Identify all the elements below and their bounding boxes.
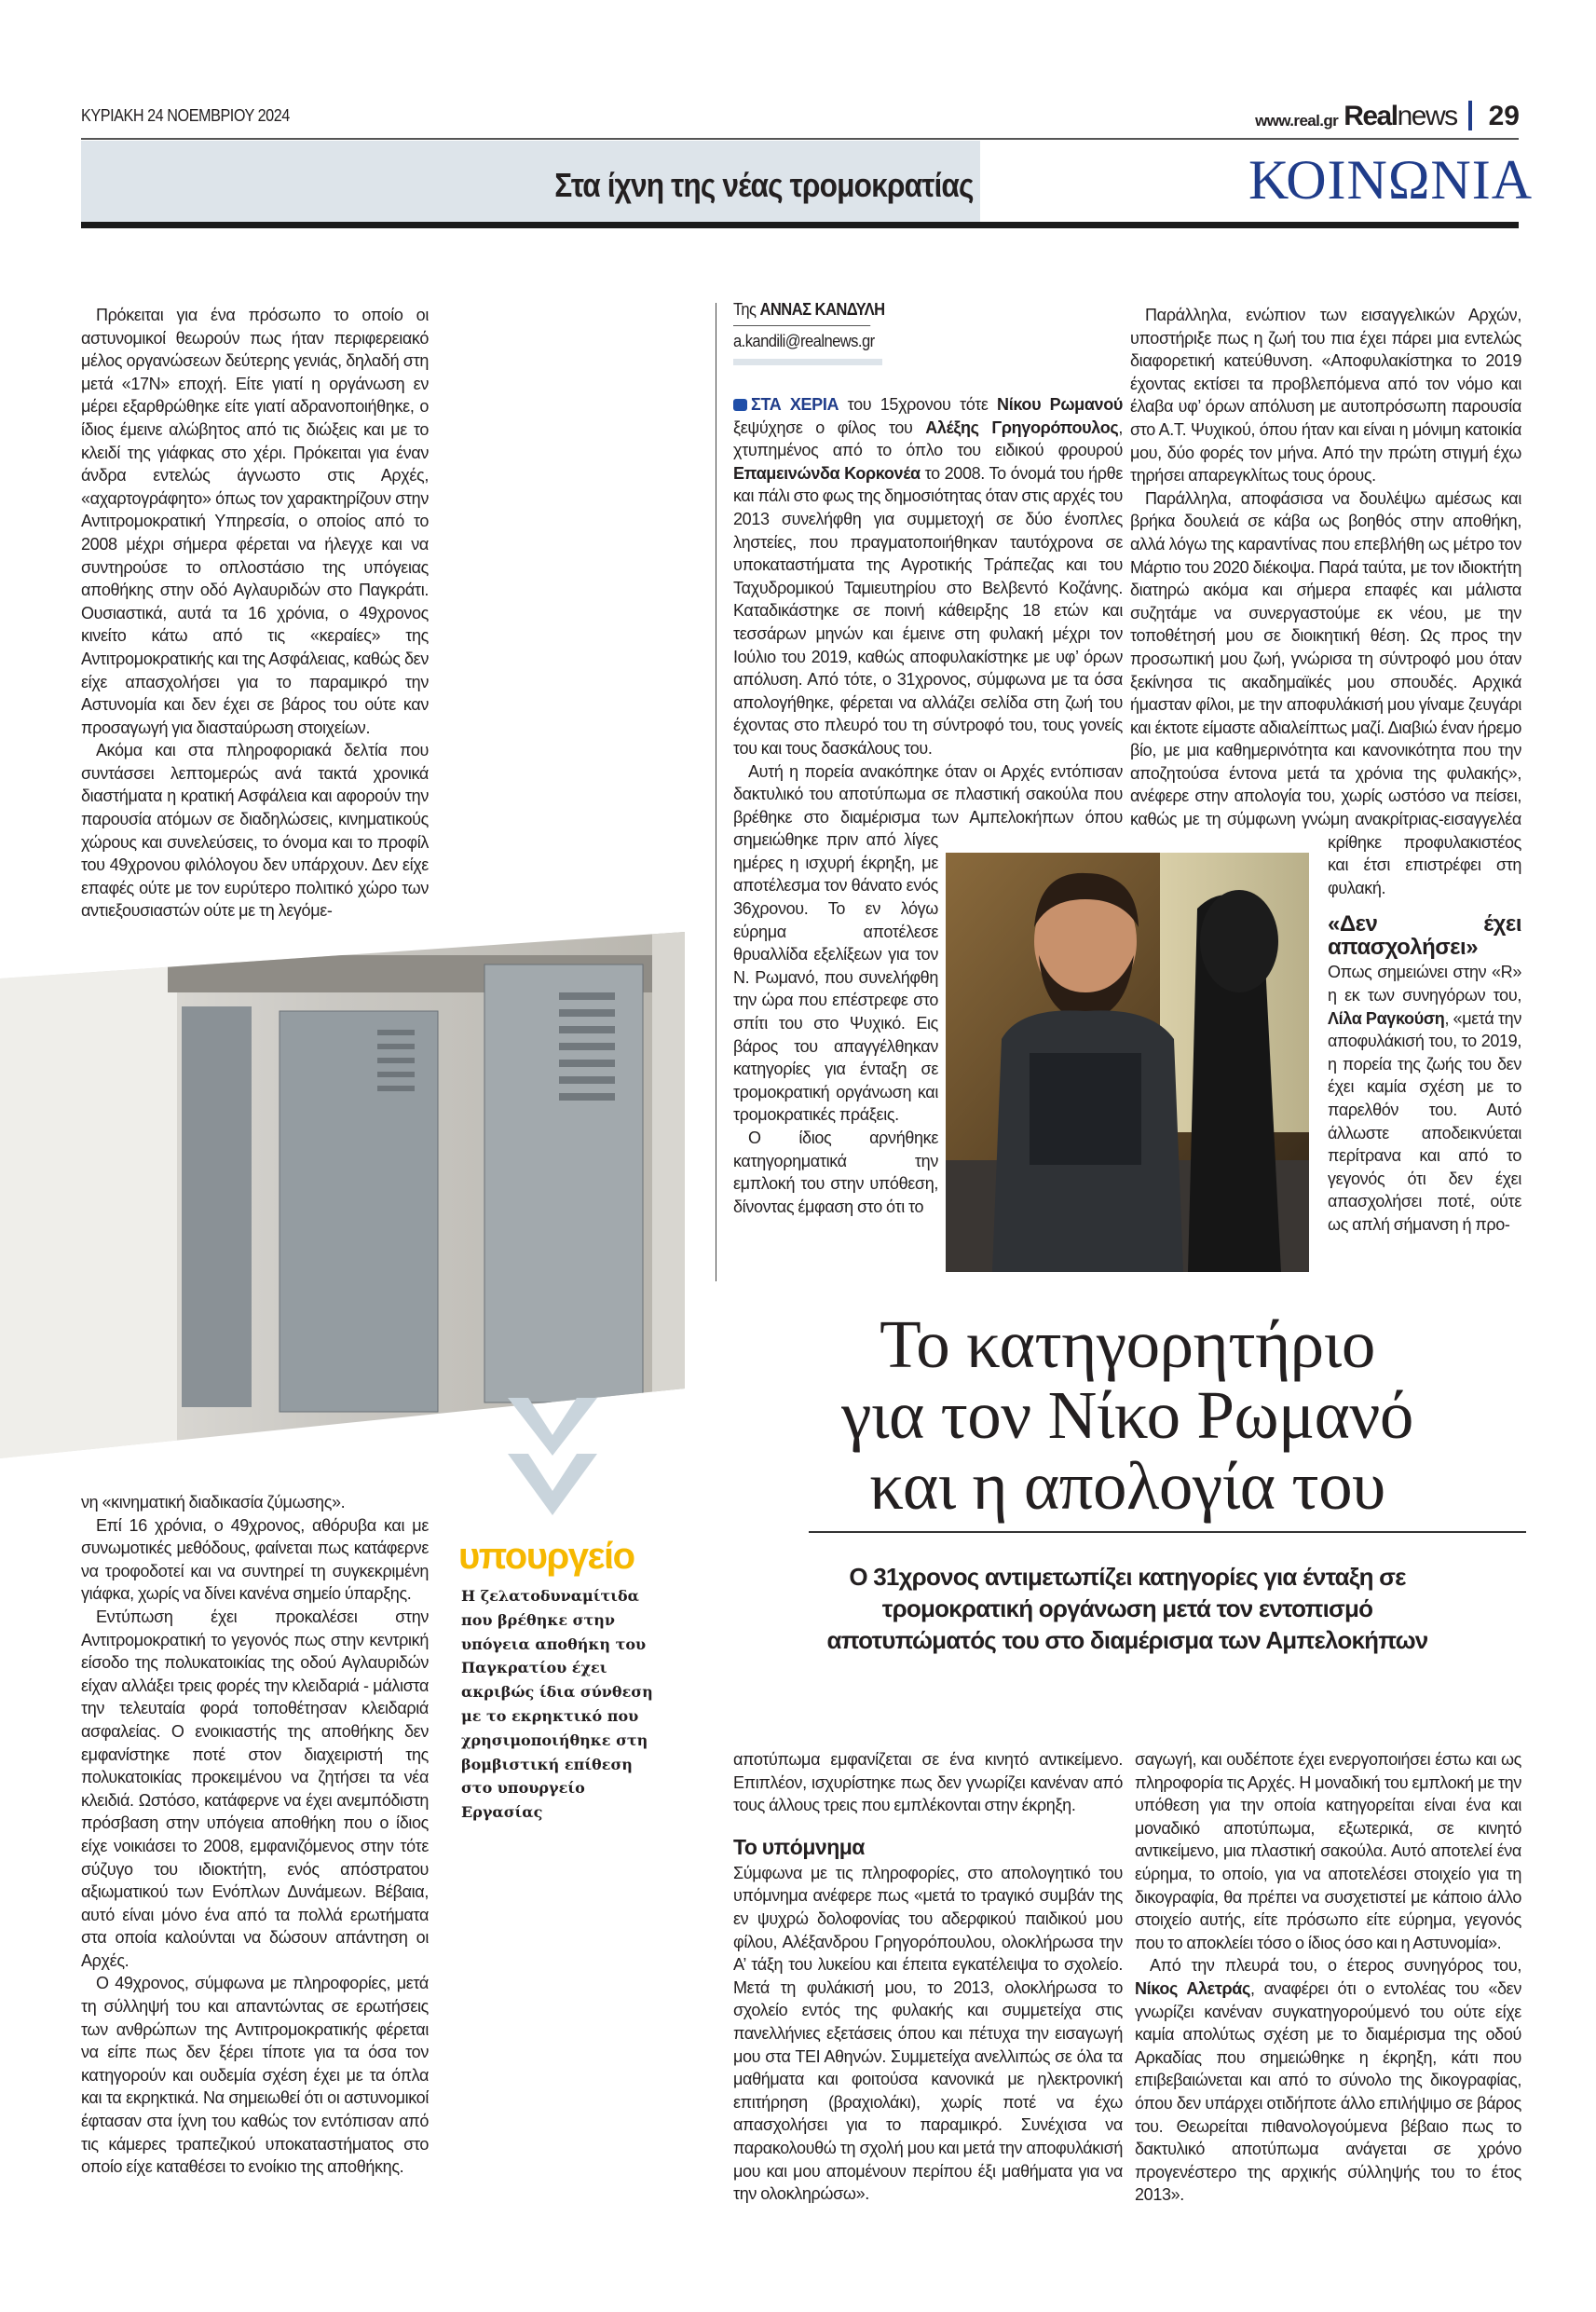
byline-author xyxy=(733,300,885,326)
byline xyxy=(733,300,885,365)
paragraph: αποτύπωμα εμφανίζεται σε ένα κινητό αντικείμενο. Επιπλέον, ισχυρίστηκε πως δεν γνωρίζει κανέναν από τους άλλους τρεις που εμπλέκονται στην έκρηξη. xyxy=(733,1750,1123,1815)
sidebar-text: Η ζελατοδυναμίτιδα που βρέθηκε στην υπόγεια αποθήκη του Παγκρατίου έχει ακριβώς ίδια σύνθεση με το εκρηκτικό που χρησιμοποιήθηκε στη βομβιστική επίθεση στο υπουργείο Εργασίας xyxy=(461,1587,653,1822)
paragraph xyxy=(1135,1954,1521,2207)
paragraph: Ο ίδιος αρνήθηκε κατηγορηματικά την εμπλοκή του στην υπόθεση, δίνοντας έμφαση στο ότι το xyxy=(733,1129,938,1216)
byline-bar xyxy=(733,359,882,365)
section-title: ΚΟΙΝΩΝΙΑ xyxy=(1248,149,1534,211)
text: , χτυπημένος από το όπλο του ειδικού φρουρού xyxy=(733,417,1123,460)
byline-prefix: Της xyxy=(733,300,757,319)
page-kicker: Στα ίχνη της νέας τρομοκρατίας xyxy=(554,166,974,204)
brand-bold: Real xyxy=(1344,101,1398,131)
header-rule xyxy=(81,138,1519,140)
right-column-bottom xyxy=(1135,1748,1521,2207)
tactical-vest xyxy=(1030,1053,1141,1165)
headline-line: για τον Νίκο Ρωμανό xyxy=(841,1377,1413,1453)
paragraph: Παράλληλα, ενώπιον των εισαγγελικών Αρχών, υποστήριξε πως η ζωή του πια έχει πάρει μια εντελώς διαφορετική κατεύθυνση. «Αποφυλακίστηκα το 2019 έχοντας εκτίσει τα προβλεπόμενα από τον νόμο και έλαβα υφ’ όρων απόλυση με αυτοπρόσωπη παρουσία στο Α.Τ. Ψυχικού, όπου ήταν και είναι η μόνιμη κατοικία μου, δύο φορές τον μήνα. Από την πρώτη στιγμή έχω τηρήσει απαρεγκλίτως τους όρους. xyxy=(1130,306,1521,486)
sidebar-title: υπουργείο xyxy=(458,1536,634,1577)
brand-light: news xyxy=(1397,101,1457,131)
name-bold: Αλέξης Γρηγορόπουλος xyxy=(925,417,1119,437)
name-bold: Νίκος Αλετράς xyxy=(1135,1978,1251,1998)
paragraph: Σύμφωνα με τις πληροφορίες, στο απολογητικό του υπόμνημα ανέφερε πως «μετά το τραγικό συμβάν της εν ψυχρώ δολοφονίας του αδερφικού παιδικού μου φίλου, Αλέξανδρου Γρηγορόπουλου, ολοκλήρωσα την Α’ τάξη του λυκείου και έπειτα εγκατέλειψα το σχολείο. Μετά τη φυλάκισή μου, το 2013, ολοκλήρωσα το σχολείο εντός της φυλακής και συμμετείχα στις πανελλήνιες εξετάσεις όπου και πέτυχα την εισαγωγή μου στα ΤΕΙ Αθηνών. Συμμετείχα ανελλιπώς σε όλα τα μαθήματα και φοιτούσα κανονικά με ηλεκτρονική επιτήρηση (βραχιολάκι), χωρίς ποτέ να έχω απασχολήσει για το παραμικρό. Συνέχισα να παρακολουθώ τη σχολή μου και μετά την αποφυλάκισή μου και μου απομένουν περίπου έξι μαθήματα για να την ολοκληρώσω». xyxy=(733,1863,1123,2204)
site-url[interactable]: www.real.gr xyxy=(1255,112,1339,130)
headline-line: και η απολογία του xyxy=(869,1448,1385,1524)
paragraph: Ο 49χρονος, σύμφωνα με πληροφορίες, μετά τη σύλληψή του και απαντώντας σε ερωτήσεις των ανθρώπων της Αντιτρομοκρατικής φέρεται να είπε πως δεν ξέρει τίποτε για τα όσα τον κατηγορούν και ουδεμία σχέση έχει με τα όπλα και τα εκρηκτικά. Να σημειωθεί ότι οι αστυνομικοί έφτασαν στα ίχνη του καθώς τον εντόπισαν από τις κάμερες τραπεζικού υποκαταστήματος στο οποίο είχε καταθέσει το ενοίκιο της αποθήκης. xyxy=(81,1974,429,2177)
suspect-photo xyxy=(946,853,1309,1272)
paragraph: νη «κινηματική διαδικασία ζύμωσης». xyxy=(81,1493,346,1512)
headline xyxy=(792,1306,1463,1524)
subheadline: Ο 31χρονος αντιμετωπίζει κατηγορίες για ένταξη σε τρομοκρατική οργάνωση μετά τον εντοπισμό αποτυπώματός του στο διαμέρισμα των Αμπελοκήπων xyxy=(826,1563,1428,1654)
door-left xyxy=(182,1006,252,1407)
text: ξεψύχησε ο φίλος του xyxy=(733,417,926,437)
name-bold: Επαμεινώνδα Κορκονέα xyxy=(733,463,921,483)
author-name: ΑΝΝΑΣ ΚΑΝΔΥΛΗ xyxy=(759,300,885,319)
text: του 15χρονου τότε xyxy=(839,395,998,414)
text: Από την πλευρά του, ο έτερος συνηγόρος του, xyxy=(1150,1956,1521,1976)
brand-logo xyxy=(1344,103,1456,130)
headline-rule xyxy=(809,1531,1526,1533)
masthead-divider xyxy=(1468,101,1472,130)
subheading: Το υπόμνημα xyxy=(733,1834,865,1859)
paragraph: Παράλληλα, αποφάσισα να δουλέψω αμέσως και βρήκα δουλειά σε κάβα ως βοηθός στην αποθήκη, αλλά λόγω της καραντίνας που επεβλήθη ως μέτρο τον Μάρτιο του 2020 διέκοψα. Παρά ταύτα, με τον ιδιοκτήτη διατηρώ ακόμα και σήμερα επαφές και μάλιστα συζητάμε να συνεργαστούμε εκ νέου, με την τοποθέτησή μου σε διοικητική θέση. Ως προς την προσωπική μου ζωή, γνώρισα τη σύντροφό μου όταν ξεκίνησα τις ακαδημαϊκές μου σπουδές. Αρχικά ήμασταν φίλοι, με την αποφυλάκισή μου γίναμε ζευγάρι και έκτοτε είμαστε αδιαλείπτως μαζί. Διαβιώ έναν ήρεμο βίο, με μια καθημερινότητα και κανονικότητα που την αποζητούσα έντονα μετά τα χρόνια της φυλακής», ανέφερε στην απολογία του, χωρίς ωστόσο να πείσει, καθώς με τη σύμφωνη γνώμη ανακρίτριας-εισαγγελέα κρίθηκε προφυλακιστέος και έτσι επιστρέφει στη φυλακή. xyxy=(1130,488,1521,897)
text: , «μετά την αποφυλάκισή του, το 2019, η πορεία της ζωής του δεν έχει καμία σχέση με το παρελθόν του. Αυτό άλλωστε αποδεικνύεται περίτρανα και από το γεγονός ότι δεν έχει απασχολήσει ποτέ, ούτε ως απλή σήμανση ή προ- xyxy=(1328,1008,1521,1234)
storage-doors-photo xyxy=(0,927,689,1463)
left-column-bottom xyxy=(81,1491,429,2179)
issue-date: ΚΥΡΙΑΚΗ 24 ΝΟΕΜΒΡΙΟΥ 2024 xyxy=(81,106,290,125)
chevron-down-icon xyxy=(508,1398,597,1517)
headline-line: Το κατηγορητήριο xyxy=(880,1306,1375,1382)
name-bold: Λίλα Ραγκούση xyxy=(1328,1008,1445,1028)
name-bold: Νίκου Ρωμανού xyxy=(997,395,1123,414)
lead-in: ΣΤΑ ΧΕΡΙΑ xyxy=(751,395,839,414)
paragraph: σαγωγή, και ουδέποτε έχει ενεργοποιήσει έστω και ως πληροφορία τις Αρχές. Η μοναδική του εμπλοκή με την υπόθεση για την οποία κατηγορείται είναι ένα και μοναδικό αποτύπωμα, εξωτερικά, σε κινητό αντικείμενο, μια πλαστική σακούλα. Αυτό αποτελεί ένα εύρημα, το οποίο, για να αποτελέσει στοιχείο για τη δικογραφία, θα πρέπει να συσχετιστεί με κάποιο άλλο στοιχείο αυτής, είτε πρόσωπο είτε εύρημα, γεγονός που το αποκλείει τόσο ο ίδιος όσο και η Αστυνομία». xyxy=(1135,1750,1521,1952)
paragraph: Αυτή η πορεία ανακόπηκε όταν οι Αρχές εντόπισαν δακτυλικό του αποτύπωμα σε πλαστική σακούλα που βρέθηκε στο διαμέρισμα των Αμπελοκήπων όπου σημειώθηκε πριν από λίγες ημέρες η ισχυρή έκρηξη, με αποτέλεσμα τον θάνατο ενός 36χρονου. Το εν λόγω εύρημα αποτέλεσε θρυαλλίδα εξελίξεων για τον Ν. Ρωμανό, που συνελήφθη την ώρα που επέστρεφε στο σπίτι του στο Ψυχικό. Εις βάρος του απαγγέλθηκαν κατηγορίες για ένταξη σε τρομοκρατική οργάνωση και τρομοκρατικές πράξεις. xyxy=(733,761,1123,1125)
paragraph: Ακόμα και στα πληροφοριακά δελτία που συντάσσει λεπτομερώς ανά τακτά χρονικά διαστήματα η κρατική Ασφάλεια και αφορούν την παρουσία ατόμων σε διαδηλώσεις, κινηματικούς χώρους και συνελεύσεις, το όνομα και το προφίλ του 49χρονου φιλόλογου δεν υπάρχουν. Δεν είχε επαφές ούτε με τον ευρύτερο πολιτικό χώρο των αντιεξουσιαστών ούτε με τη λεγόμε- xyxy=(81,741,429,921)
paragraph: Εντύπωση έχει προκαλέσει στην Αντιτρομοκρατική το γεγονός πως στην κεντρική είσοδο της πολυκατοικίας της οδού Αγλαυριδών είχαν αλλάξει τρεις φορές την κλειδαριά - μάλιστα την τελευταία φορά τοποθέτησαν κλειδαριά ασφαλείας. Ο ενοικιαστής της αποθήκης δεν εμφανίστηκε ποτέ στον διαχειριστή της πολυκατοικίας προκειμένου να ζητήσει τα νέα κλειδιά. Ωστόσο, κατάφερνε να έχει ανεμπόδιστη πρόσβαση στην υπόγεια αποθήκη που ο ίδιος είχε νοικιάσει το 2008, εμφανιζόμενος στην τότε σύζυγο του ιδιοκτήτη, ενός απόστρατου αξιωματικού των Ενόπλων Δυνάμεων. Βέβαια, αυτό είναι μόνο ένα από τα πολλά ερωτήματα στα οποία καλούνται να δώσουν απάντηση οι Αρχές. xyxy=(81,1607,429,1970)
text: Οπως σημειώνει στην «R» η εκ των συνηγόρων του, xyxy=(1328,963,1521,1006)
text: το 2008. Το όνομά του ήρθε και πάλι στο φως της δημοσιότητας όταν στις αρχές του 2013 συνελήφθη για συμμετοχή σε δύο ένοπλες ληστείες, που πραγματοποιήθηκαν ταυτόχρονα σε υποκαταστήματα της Αγροτικής Τράπεζας και του Ταχυδρομικού Ταμιευτηρίου στο Βελβεντό Κοζάνης. Καταδικάστηκε σε ποινή κάθειρξης 18 ετών και τεσσάρων μηνών και έμεινε στη φυλακή μέχρι τον Ιούλιο του 2019, καθώς αποφυλακίστηκε με υφ’ όρων απόλυση. Από τότε, ο 31χρονος, σύμφωνα με τα όσα απολογήθηκε, φέρεται να αλλάζει σελίδα στη ζωή του έχοντας στο πλευρό του τη σύντροφό του, τους γονείς του και τους δασκάλους του. xyxy=(733,463,1124,758)
middle-column-bottom xyxy=(733,1748,1123,2206)
paragraph: Πρόκειται για ένα πρόσωπο το οποίο οι αστυνομικοί θεωρούν πως ήταν περιφερειακό μέλος οργανώσεων δεύτερης γενιάς, δηλαδή στη μετά «17Ν» εποχή. Είτε γιατί η οργάνωση εν μέρει εξαρθρώθηκε είτε γιατί αδρανοποιήθηκε, ο ίδιος έμεινε αλώβητος από τις διώξεις και με το κλειδί της γιάφκας στο χέρι. Πρόκειται για έναν άνδρα εντελώς άγνωστο στις Αρχές, «αχαρτογράφητο» όπως τον χαρακτηρίζουν στην Αντιτρομοκρατική Υπηρεσία, ο οποίος από το 2008 μέχρι σήμερα φέρεται να ήλεγχε και να συντηρούσε το οπλοστάσιο της υπόγειας αποθήκης στην οδό Αγλαυριδών στο Παγκράτι. Ουσιαστικά, αυτά τα 16 χρόνια, ο 49χρονος κινείτο κάτω από τις «κεραίες» της Αντιτρομοκρατικής και της Ασφάλειας, καθώς δεν είχε απασχολήσει για το παραμικρό την Αστυνομία και δεν έχει σε βάρος του ούτε καν προσαγωγή για διασταύρωση στοιχείων. xyxy=(81,306,429,737)
page-number: 29 xyxy=(1488,101,1520,131)
masthead xyxy=(1255,101,1520,130)
lead-paragraph xyxy=(733,393,1123,760)
author-email[interactable]: a.kandili@realnews.gr xyxy=(733,332,875,350)
subheading: «Δεν έχει απασχολήσει» xyxy=(1328,911,1521,961)
paragraph: Επί 16 χρόνια, ο 49χρονος, αθόρυβα και με συνωμοτικές μεθόδους, φαίνεται πως κατάφερνε να τροφοδοτεί και να συντηρεί τη συγκεκριμένη γιάφκα, χωρίς να δίνει κανένα σημείο ύπαρξης. xyxy=(81,1515,429,1604)
header-thick-rule xyxy=(81,222,1519,228)
bullet-square-icon xyxy=(733,399,747,411)
text: , αναφέρει ότι ο εντολέας του «δεν γνωρίζει κανέναν συγκατηγορούμενό του ούτε είχε καμία απολύτως σχέση με το διαμέρισμα της οδού Αρκαδίας που σημειώθηκε η έκρηξη, κάτι που επιβεβαιώνεται και από το σύνολο της δικογραφίας, όπου δεν υπάρχει οτιδήποτε άλλο επιλήψιμο σε βάρος του. Θεωρείται πιθανολογούμενα βέβαιο πως το δακτυλικό αποτύπωμα ανάγεται σε χρόνο προγενέστερο της αρχικής σύλληψής του το έτος 2013». xyxy=(1135,1978,1521,2205)
door-center xyxy=(280,1011,438,1412)
left-column-top xyxy=(81,304,429,923)
